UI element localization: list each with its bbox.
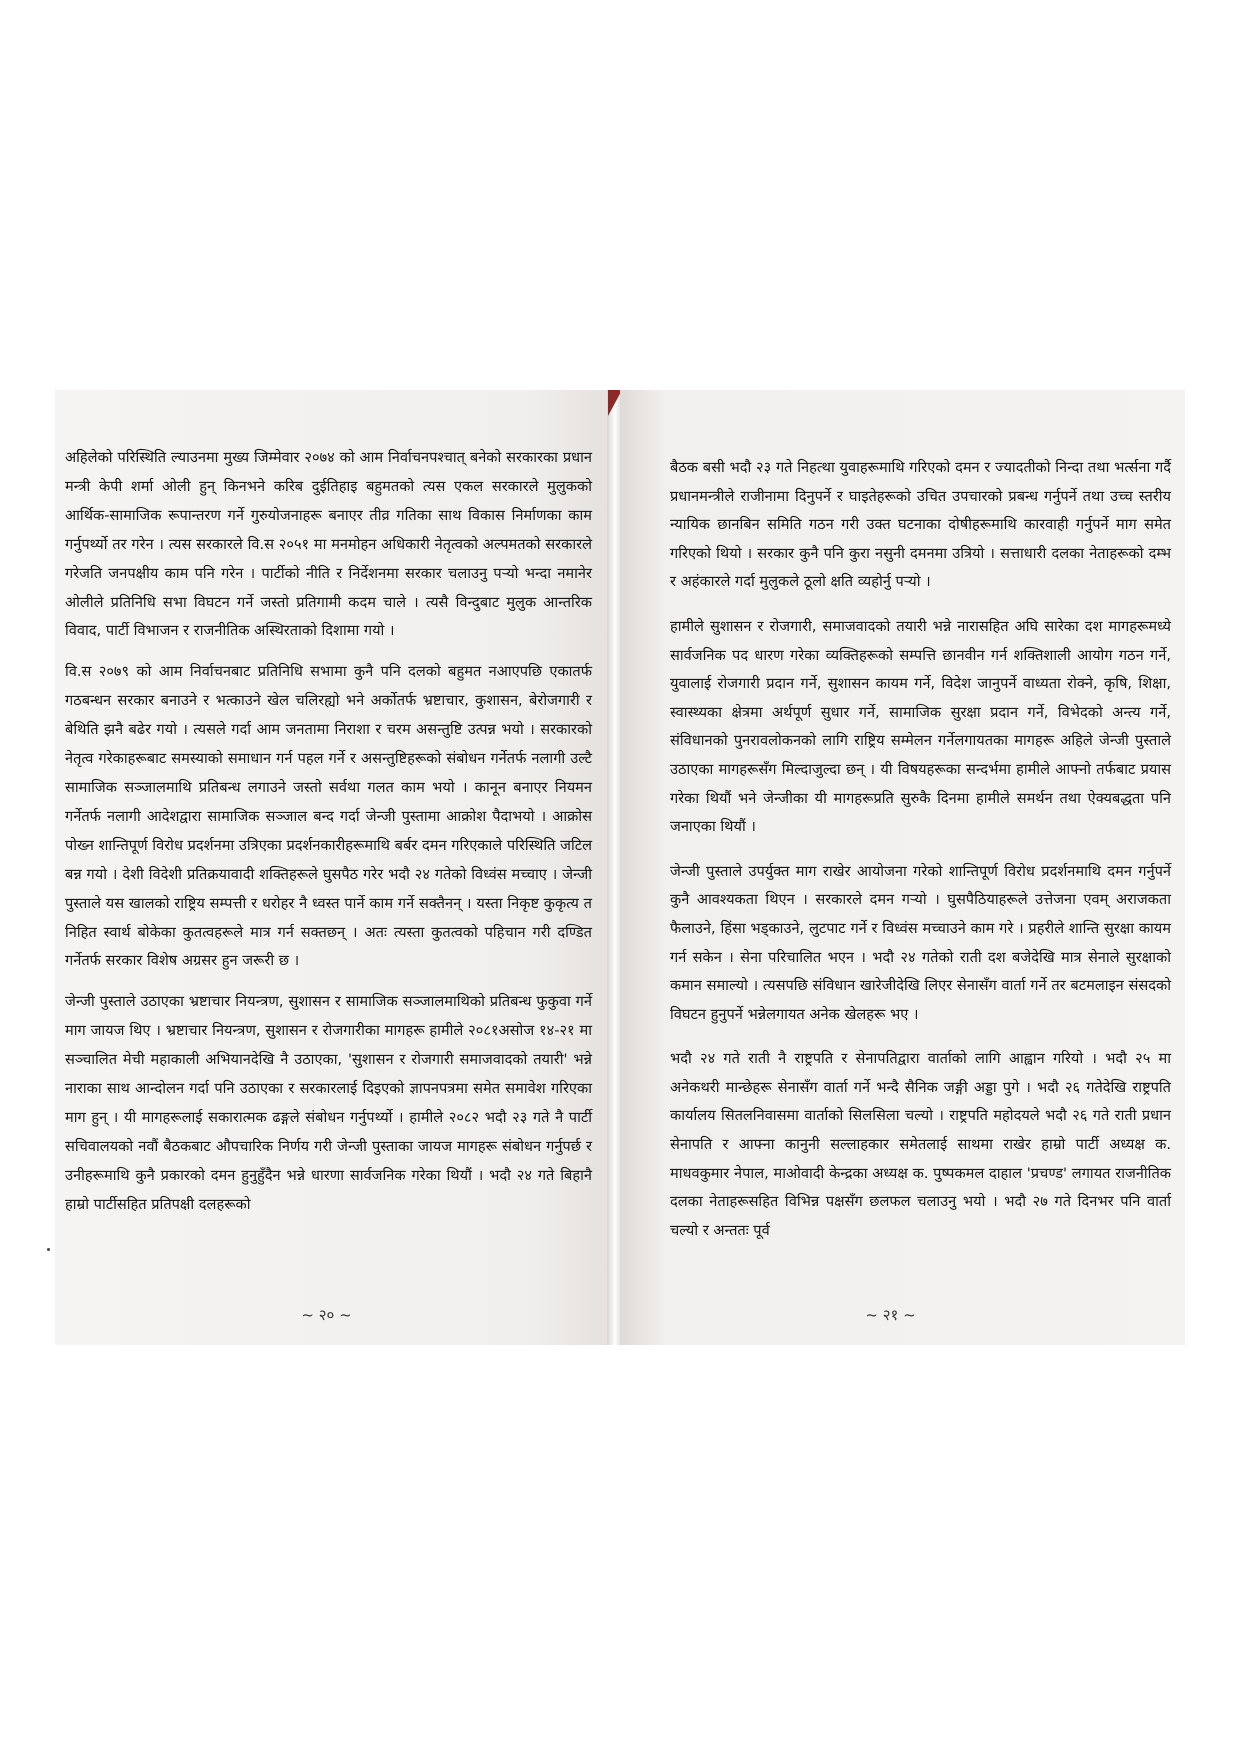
right-paragraph-2: हामीले सुशासन र रोजगारी, समाजवादको तयारी भन्ने नारासहित अघि सारेका दश मागहरूमध्ये सार्वजनिक पद धारण गरेका व्यक्तिहरूको सम्पत्ति छानवीन गर्न शक्तिशाली आयोग गठन गर्ने, युवालाई रोजगारी प्रदान गर्ने, सुशासन कायम गर्ने, विदेश जानुपर्ने वाध्यता रोक्ने, कृषि, शिक्षा, स्वास्थ्यका क्षेत्रमा अर्थपूर्ण सुधार गर्ने, सामाजिक सुरक्षा प्रदान गर्ने, विभेदको अन्त्य गर्ने, संविधानको पुनरावलोकनको लागि राष्ट्रिय सम्मेलन गर्नेलगायतका मागहरू अहिले जेन्जी पुस्ताले उठाएका मागहरूसँग मिल्दाजुल्दा छन् । यी विषयहरूका सन्दर्भमा हामीले आफ्नो तर्फबाट प्रयास गरेका थियौं भने जेन्जीका यी मागहरूप्रति सुरुकै दिनमा हामीले समर्थन तथा ऐक्यबद्धता पनि जनाएका थियौं । [670,617,1171,836]
left-page-number: ~ २० ~ [301,1306,352,1324]
right-paragraph-4: भदौ २४ गते राती नै राष्ट्रपति र सेनापतिद्वारा वार्ताको लागि आह्वान गरियो । भदौ २५ मा अनेकथरी मान्छेहरू सेनासँग वार्ता गर्ने भन्दै सैनिक जङ्गी अड्डा पुगे । भदौ २६ गतेदेखि राष्ट्रपति कार्यालय सितलनिवासमा वार्ताको सिलसिला चल्यो । राष्ट्रपति महोदयले भदौ २६ गते राती प्रधान सेनापति र आफ्ना कानुनी सल्लाहकार समेतलाई साथमा राखेर हाम्रो पार्टी अध्यक्ष क. माधवकुमार नेपाल, माओवादी केन्द्रका अध्यक्ष क. पुष्पकमल दाहाल 'प्रचण्ड' लगायत राजनीतिक दलका नेताहरूसहित विभिन्न पक्षसँग छलफल चलाउनु भयो । भदौ २७ गते दिनभर पनि वार्ता चल्यो र अन्ततः पूर्व [670,1050,1171,1239]
left-paragraph-3: जेन्जी पुस्ताले उठाएका भ्रष्टाचार नियन्त्रण, सुशासन र सामाजिक सञ्जालमाथिको प्रतिबन्ध फुकुवा गर्ने माग जायज थिए । भ्रष्टाचार नियन्त्रण, सुशासन र रोजगारीका मागहरू हामीले २०८१असोज १४-२१ मा सञ्चालित मेची महाकाली अभियानदेखि नै उठाएका, 'सुशासन र रोजगारी समाजवादको तयारी' भन्ने नाराका साथ आन्दोलन गर्दा पनि उठाएका र सरकारलाई दिइएको ज्ञापनपत्रमा समेत समावेश गरिएका माग हुन् । यी मागहरूलाई सकारात्मक ढङ्गले संबोधन गर्नुपर्थ्यो । हामीले २०८२ भदौ २३ गते नै पार्टी सचिवालयको नवौं बैठकबाट औपचारिक निर्णय गरी जेन्जी पुस्ताका जायज मागहरू संबोधन गर्नुपर्छ र उनीहरूमाथि कुनै प्रकारको दमन हुनुहुँदैन भन्ने धारणा सार्वजनिक गरेका थियौं । भदौ २४ गते बिहानै हाम्रो पार्टीसहित प्रतिपक्षी दलहरूको [65,993,592,1213]
book-spread [55,390,1185,1345]
right-paragraph-3: जेन्जी पुस्ताले उपर्युक्त माग राखेर आयोजना गरेको शान्तिपूर्ण विरोध प्रदर्शनमाथि दमन गर्नुपर्ने कुनै आवश्यकता थिएन । सरकारले दमन गर्‍यो । घुसपैठियाहरूले उत्तेजना एवम् अराजकता फैलाउने, हिंसा भड्काउने, लुटपाट गर्ने र विध्वंस मच्चाउने काम गरे । प्रहरीले शान्ति सुरक्षा कायम गर्न सकेन । सेना परिचालित भएन । भदौ २४ गतेको राती दश बजेदेखि मात्र सेनाले सुरक्षाको कमान समाल्यो । त्यसपछि संविधान खारेजीदेखि लिएर सेनासँग वार्ता गर्ने तर बटमलाइन संसदको विघटन हुनुपर्ने भन्नेलगायत अनेक खेलहरू भए । [670,862,1171,1023]
right-page-number: ~ २१ ~ [865,1306,916,1324]
left-paragraph-1: अहिलेको परिस्थिति ल्याउनमा मुख्य जिम्मेवार २०७४ को आम निर्वाचनपश्चात् बनेको सरकारका प्रधान मन्त्री केपी शर्मा ओली हुन् किनभने करिब दुईतिहाइ बहुमतको त्यस एकल सरकारले मुलुकको आर्थिक-सामाजिक रूपान्तरण गर्ने गुरुयोजनाहरू बनाएर तीव्र गतिका साथ विकास निर्माणका काम गर्नुपर्थ्यो तर गरेन । त्यस सरकारले वि.स २०५१ मा मनमोहन अधिकारी नेतृत्वको अल्पमतको सरकारले गरेजति जनपक्षीय काम पनि गरेन । पार्टीको नीति र निर्देशनमा सरकार चलाउनु पर्‍यो भन्दा नमानेर ओलीले प्रतिनिधि सभा विघटन गर्ने जस्तो प्रतिगामी कदम चाले । त्यसै विन्दुबाट मुलुक आन्तरिक विवाद, पार्टी विभाजन र राजनीतिक अस्थिरताको दिशामा गयो । [65,449,592,640]
right-paragraph-1: बैठक बसी भदौ २३ गते निहत्था युवाहरूमाथि गरिएको दमन र ज्यादतीको निन्दा तथा भर्त्सना गर्दै प्रधानमन्त्रीले राजीनामा दिनुपर्ने र घाइतेहरूको उचित उपचारको प्रबन्ध गर्नुपर्ने तथा उच्च स्तरीय न्यायिक छानबिन समिति गठन गरी उक्त घटनाका दोषीहरूमाथि कारवाही गर्नुपर्ने माग समेत गरिएको थियो । सरकार कुनै पनि कुरा नसुनी दमनमा उत्रियो । सत्ताधारी दलका नेताहरूको दम्भ र अहंकारले गर्दा मुलुकले ठूलो क्षति व्यहोर्नु पर्‍यो । [670,459,1171,591]
right-page [620,390,1185,1345]
margin-mark [47,1248,50,1251]
left-paragraph-2: वि.स २०७९ को आम निर्वाचनबाट प्रतिनिधि सभामा कुनै पनि दलको बहुमत नआएपछि एकातर्फ गठबन्धन सरकार बनाउने र भत्काउने खेल चलिरह्यो भने अर्कोतर्फ भ्रष्टाचार, कुशासन, बेरोजगारी र बेथिति झनै बढेर गयो । त्यसले गर्दा आम जनतामा निराशा र चरम असन्तुष्टि उत्पन्न भयो । सरकारको नेतृत्व गरेकाहरूबाट समस्याको समाधान गर्न पहल गर्ने र असन्तुष्टिहरूको संबोधन गर्नेतर्फ नलागी उल्टै सामाजिक सञ्जालमाथि प्रतिबन्ध लगाउने जस्तो सर्वथा गलत काम भयो । कानून बनाएर नियमन गर्नेतर्फ नलागी आदेशद्वारा सामाजिक सञ्जाल बन्द गर्दा जेन्जी पुस्तामा आक्रोश पैदाभयो । आक्रोस पोख्न शान्तिपूर्ण विरोध प्रदर्शनमा उत्रिएका प्रदर्शनकारीहरूमाथि बर्बर दमन गरिएकाले परिस्थिति जटिल बन्न गयो । देशी विदेशी प्रतिक्रयावादी शक्तिहरूले घुसपैठ गरेर भदौ २४ गतेको विध्वंस मच्चाए । जेन्जी पुस्ताले यस खालको राष्ट्रिय सम्पत्ती र धरोहर नै ध्वस्त पार्ने काम गर्ने सक्तैनन् । यस्ता निकृष्ट कुकृत्य त निहित स्वार्थ बोकेका कुतत्वहरूले मात्र गर्न सक्तछन् । अतः त्यस्ता कुतत्वको पहिचान गरी दण्डित गर्नेतर्फ सरकार विशेष अग्रसर हुन जरूरी छ । [65,663,592,970]
left-page [55,390,610,1345]
